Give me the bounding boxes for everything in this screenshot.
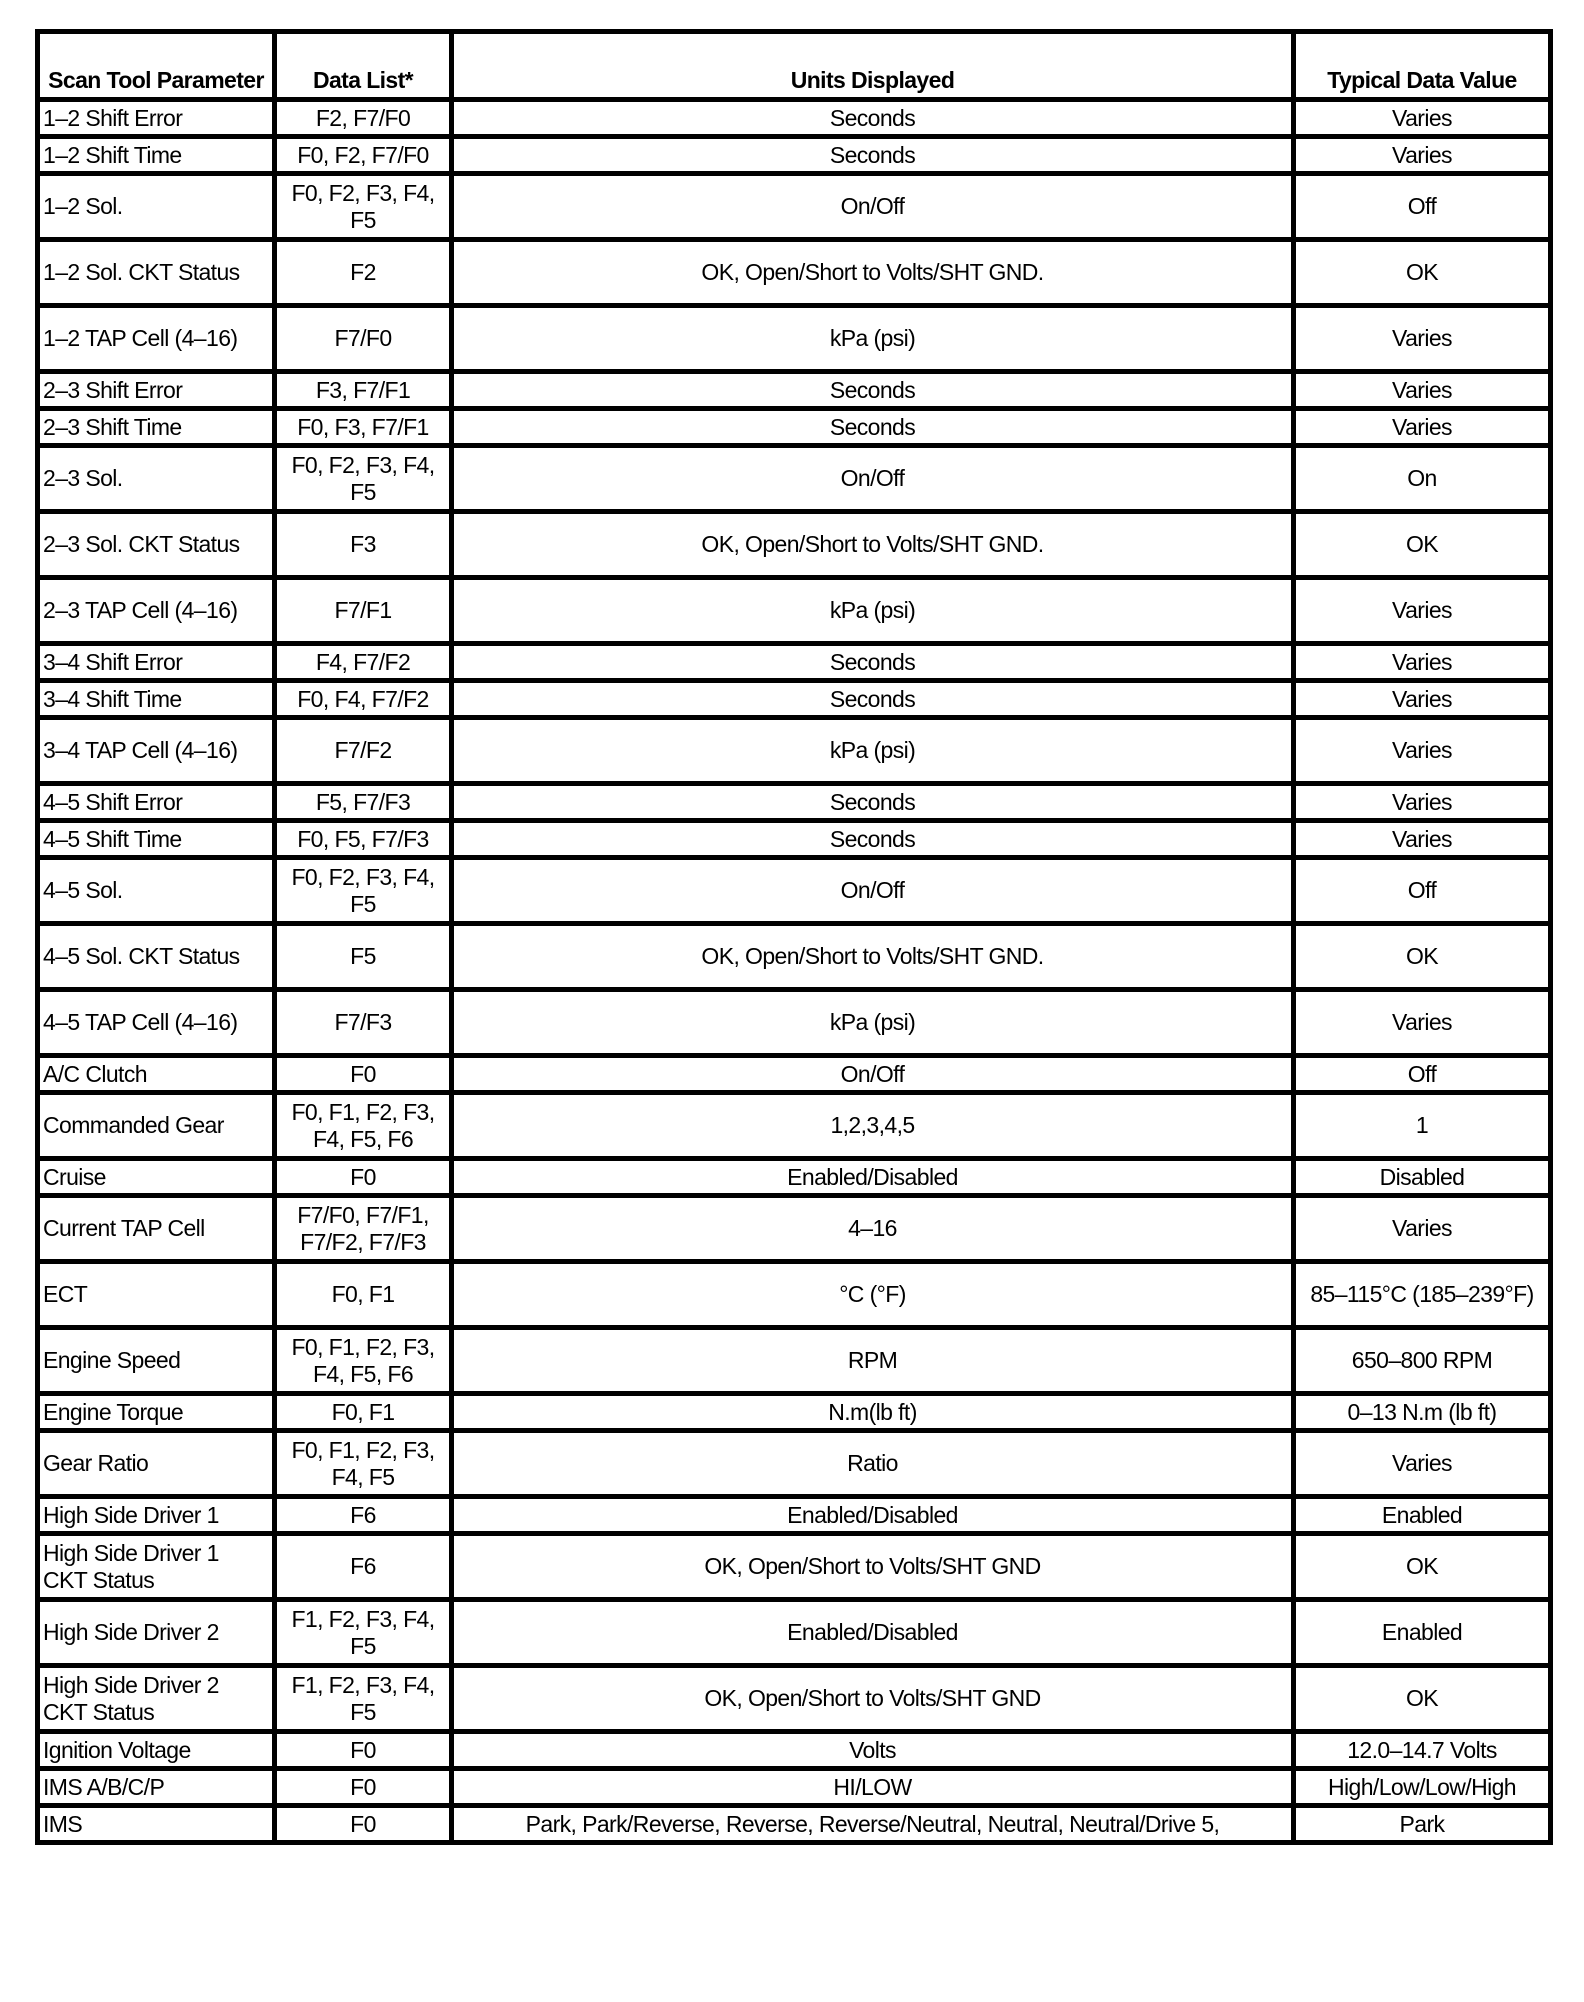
parameter-cell: 3–4 Shift Error — [38, 644, 275, 681]
parameter-cell: 3–4 TAP Cell (4–16) — [38, 718, 275, 784]
header-typical-data-value: Typical Data Value — [1294, 32, 1551, 100]
typical-value-cell: Park — [1294, 1806, 1551, 1843]
typical-value-cell: Varies — [1294, 372, 1551, 409]
table-row — [38, 1497, 1551, 1534]
units-cell: Ratio — [452, 1431, 1294, 1497]
typical-value-cell: 85–115°C (185–239°F) — [1294, 1262, 1551, 1328]
units-cell: Enabled/Disabled — [452, 1600, 1294, 1666]
table-row — [38, 1093, 1551, 1159]
data-list-cell: F4, F7/F2 — [275, 644, 452, 681]
parameter-cell: 4–5 Shift Error — [38, 784, 275, 821]
parameter-cell: 2–3 Shift Time — [38, 409, 275, 446]
units-cell: Seconds — [452, 681, 1294, 718]
data-list-cell: F7/F2 — [275, 718, 452, 784]
units-cell: kPa (psi) — [452, 578, 1294, 644]
typical-value-cell: Varies — [1294, 137, 1551, 174]
parameter-cell: 2–3 Shift Error — [38, 372, 275, 409]
table-row — [38, 512, 1551, 578]
data-list-cell: F2 — [275, 240, 452, 306]
scan-tool-data-table — [35, 29, 1553, 1845]
units-cell: Seconds — [452, 784, 1294, 821]
table-row — [38, 446, 1551, 512]
typical-value-cell: Off — [1294, 858, 1551, 924]
data-list-cell: F7/F0 — [275, 306, 452, 372]
parameter-cell: Engine Torque — [38, 1394, 275, 1431]
typical-value-cell: OK — [1294, 924, 1551, 990]
units-cell: Enabled/Disabled — [452, 1497, 1294, 1534]
parameter-cell: 3–4 Shift Time — [38, 681, 275, 718]
data-list-cell: F0 — [275, 1056, 452, 1093]
units-cell: OK, Open/Short to Volts/SHT GND — [452, 1534, 1294, 1600]
table-row — [38, 1666, 1551, 1732]
data-list-cell: F0, F2, F7/F0 — [275, 137, 452, 174]
units-cell: HI/LOW — [452, 1769, 1294, 1806]
units-cell: On/Off — [452, 174, 1294, 240]
parameter-cell: 1–2 TAP Cell (4–16) — [38, 306, 275, 372]
table-row — [38, 306, 1551, 372]
parameter-cell: Engine Speed — [38, 1328, 275, 1394]
parameter-cell: Current TAP Cell — [38, 1196, 275, 1262]
parameter-cell: 1–2 Sol. CKT Status — [38, 240, 275, 306]
data-list-cell: F0, F5, F7/F3 — [275, 821, 452, 858]
table-row — [38, 821, 1551, 858]
units-cell: Enabled/Disabled — [452, 1159, 1294, 1196]
units-cell: Seconds — [452, 409, 1294, 446]
table-body — [38, 100, 1551, 1843]
table-row — [38, 1394, 1551, 1431]
units-cell: OK, Open/Short to Volts/SHT GND. — [452, 240, 1294, 306]
parameter-cell: 2–3 Sol. — [38, 446, 275, 512]
data-list-cell: F3, F7/F1 — [275, 372, 452, 409]
table-row — [38, 1159, 1551, 1196]
typical-value-cell: 1 — [1294, 1093, 1551, 1159]
parameter-cell: High Side Driver 1 CKT Status — [38, 1534, 275, 1600]
data-list-cell: F0, F1, F2, F3, F4, F5, F6 — [275, 1093, 452, 1159]
units-cell: kPa (psi) — [452, 990, 1294, 1056]
parameter-cell: 2–3 TAP Cell (4–16) — [38, 578, 275, 644]
parameter-cell: Cruise — [38, 1159, 275, 1196]
parameter-cell: 4–5 Sol. CKT Status — [38, 924, 275, 990]
typical-value-cell: Varies — [1294, 990, 1551, 1056]
data-list-cell: F6 — [275, 1497, 452, 1534]
data-list-cell: F0, F2, F3, F4, F5 — [275, 174, 452, 240]
header-units-displayed: Units Displayed — [452, 32, 1294, 100]
parameter-cell: A/C Clutch — [38, 1056, 275, 1093]
typical-value-cell: OK — [1294, 240, 1551, 306]
typical-value-cell: 12.0–14.7 Volts — [1294, 1732, 1551, 1769]
units-cell: RPM — [452, 1328, 1294, 1394]
data-list-cell: F0 — [275, 1159, 452, 1196]
typical-value-cell: 0–13 N.m (lb ft) — [1294, 1394, 1551, 1431]
table-row — [38, 1806, 1551, 1843]
data-list-cell: F5 — [275, 924, 452, 990]
parameter-cell: High Side Driver 1 — [38, 1497, 275, 1534]
table-row — [38, 644, 1551, 681]
typical-value-cell: 650–800 RPM — [1294, 1328, 1551, 1394]
units-cell: Volts — [452, 1732, 1294, 1769]
data-list-cell: F0, F4, F7/F2 — [275, 681, 452, 718]
table-row — [38, 718, 1551, 784]
table-row — [38, 100, 1551, 137]
parameter-cell: 1–2 Shift Error — [38, 100, 275, 137]
table-row — [38, 990, 1551, 1056]
units-cell: OK, Open/Short to Volts/SHT GND — [452, 1666, 1294, 1732]
parameter-cell: IMS — [38, 1806, 275, 1843]
parameter-cell: 2–3 Sol. CKT Status — [38, 512, 275, 578]
data-list-cell: F0 — [275, 1806, 452, 1843]
typical-value-cell: Varies — [1294, 784, 1551, 821]
parameter-cell: IMS A/B/C/P — [38, 1769, 275, 1806]
units-cell: On/Off — [452, 1056, 1294, 1093]
typical-value-cell: Varies — [1294, 306, 1551, 372]
units-cell: 1,2,3,4,5 — [452, 1093, 1294, 1159]
typical-value-cell: Varies — [1294, 681, 1551, 718]
table-row — [38, 784, 1551, 821]
data-list-cell: F7/F0, F7/F1, F7/F2, F7/F3 — [275, 1196, 452, 1262]
data-list-cell: F2, F7/F0 — [275, 100, 452, 137]
table-row — [38, 1769, 1551, 1806]
units-cell: Seconds — [452, 821, 1294, 858]
parameter-cell: ECT — [38, 1262, 275, 1328]
table-row — [38, 137, 1551, 174]
typical-value-cell: Varies — [1294, 578, 1551, 644]
table-row — [38, 1431, 1551, 1497]
data-list-cell: F0, F2, F3, F4, F5 — [275, 446, 452, 512]
table-row — [38, 1328, 1551, 1394]
typical-value-cell: Varies — [1294, 644, 1551, 681]
data-list-cell: F5, F7/F3 — [275, 784, 452, 821]
data-list-cell: F0, F1 — [275, 1262, 452, 1328]
units-cell: OK, Open/Short to Volts/SHT GND. — [452, 512, 1294, 578]
table-row — [38, 409, 1551, 446]
typical-value-cell: OK — [1294, 512, 1551, 578]
units-cell: Seconds — [452, 644, 1294, 681]
table-row — [38, 1600, 1551, 1666]
units-cell: 4–16 — [452, 1196, 1294, 1262]
parameter-cell: 1–2 Sol. — [38, 174, 275, 240]
data-list-cell: F0, F3, F7/F1 — [275, 409, 452, 446]
table-row — [38, 1732, 1551, 1769]
table-row — [38, 858, 1551, 924]
units-cell: N.m(lb ft) — [452, 1394, 1294, 1431]
parameter-cell: 4–5 Sol. — [38, 858, 275, 924]
table-row — [38, 924, 1551, 990]
header-data-list: Data List* — [275, 32, 452, 100]
data-list-cell: F7/F1 — [275, 578, 452, 644]
data-list-cell: F1, F2, F3, F4, F5 — [275, 1666, 452, 1732]
typical-value-cell: Varies — [1294, 718, 1551, 784]
table-row — [38, 1196, 1551, 1262]
header-scan-tool-parameter: Scan Tool Parameter — [38, 32, 275, 100]
typical-value-cell: Off — [1294, 1056, 1551, 1093]
typical-value-cell: OK — [1294, 1666, 1551, 1732]
data-list-cell: F6 — [275, 1534, 452, 1600]
units-cell: On/Off — [452, 858, 1294, 924]
typical-value-cell: On — [1294, 446, 1551, 512]
data-list-cell: F0 — [275, 1732, 452, 1769]
data-list-cell: F0 — [275, 1769, 452, 1806]
typical-value-cell: Enabled — [1294, 1600, 1551, 1666]
table-row — [38, 578, 1551, 644]
table-row — [38, 1262, 1551, 1328]
parameter-cell: Commanded Gear — [38, 1093, 275, 1159]
units-cell: Seconds — [452, 100, 1294, 137]
table-row — [38, 681, 1551, 718]
units-cell: °C (°F) — [452, 1262, 1294, 1328]
typical-value-cell: Varies — [1294, 100, 1551, 137]
units-cell: Seconds — [452, 137, 1294, 174]
typical-value-cell: Disabled — [1294, 1159, 1551, 1196]
parameter-cell: High Side Driver 2 — [38, 1600, 275, 1666]
units-cell: kPa (psi) — [452, 718, 1294, 784]
parameter-cell: 4–5 Shift Time — [38, 821, 275, 858]
data-list-cell: F1, F2, F3, F4, F5 — [275, 1600, 452, 1666]
parameter-cell: Ignition Voltage — [38, 1732, 275, 1769]
units-cell: Seconds — [452, 372, 1294, 409]
data-list-cell: F0, F2, F3, F4, F5 — [275, 858, 452, 924]
parameter-cell: 4–5 TAP Cell (4–16) — [38, 990, 275, 1056]
data-list-cell: F7/F3 — [275, 990, 452, 1056]
units-cell: Park, Park/Reverse, Reverse, Reverse/Neutral, Neutral, Neutral/Drive 5, — [452, 1806, 1294, 1843]
typical-value-cell: Off — [1294, 174, 1551, 240]
units-cell: OK, Open/Short to Volts/SHT GND. — [452, 924, 1294, 990]
data-list-cell: F3 — [275, 512, 452, 578]
parameter-cell: High Side Driver 2 CKT Status — [38, 1666, 275, 1732]
table-row — [38, 240, 1551, 306]
data-list-cell: F0, F1, F2, F3, F4, F5 — [275, 1431, 452, 1497]
typical-value-cell: Varies — [1294, 821, 1551, 858]
data-list-cell: F0, F1 — [275, 1394, 452, 1431]
typical-value-cell: Enabled — [1294, 1497, 1551, 1534]
typical-value-cell: High/Low/Low/High — [1294, 1769, 1551, 1806]
header-row — [38, 32, 1551, 100]
table-row — [38, 372, 1551, 409]
typical-value-cell: Varies — [1294, 409, 1551, 446]
units-cell: On/Off — [452, 446, 1294, 512]
table-row — [38, 1056, 1551, 1093]
typical-value-cell: OK — [1294, 1534, 1551, 1600]
typical-value-cell: Varies — [1294, 1196, 1551, 1262]
table-row — [38, 1534, 1551, 1600]
parameter-cell: 1–2 Shift Time — [38, 137, 275, 174]
data-list-cell: F0, F1, F2, F3, F4, F5, F6 — [275, 1328, 452, 1394]
parameter-cell: Gear Ratio — [38, 1431, 275, 1497]
units-cell: kPa (psi) — [452, 306, 1294, 372]
table-row — [38, 174, 1551, 240]
typical-value-cell: Varies — [1294, 1431, 1551, 1497]
